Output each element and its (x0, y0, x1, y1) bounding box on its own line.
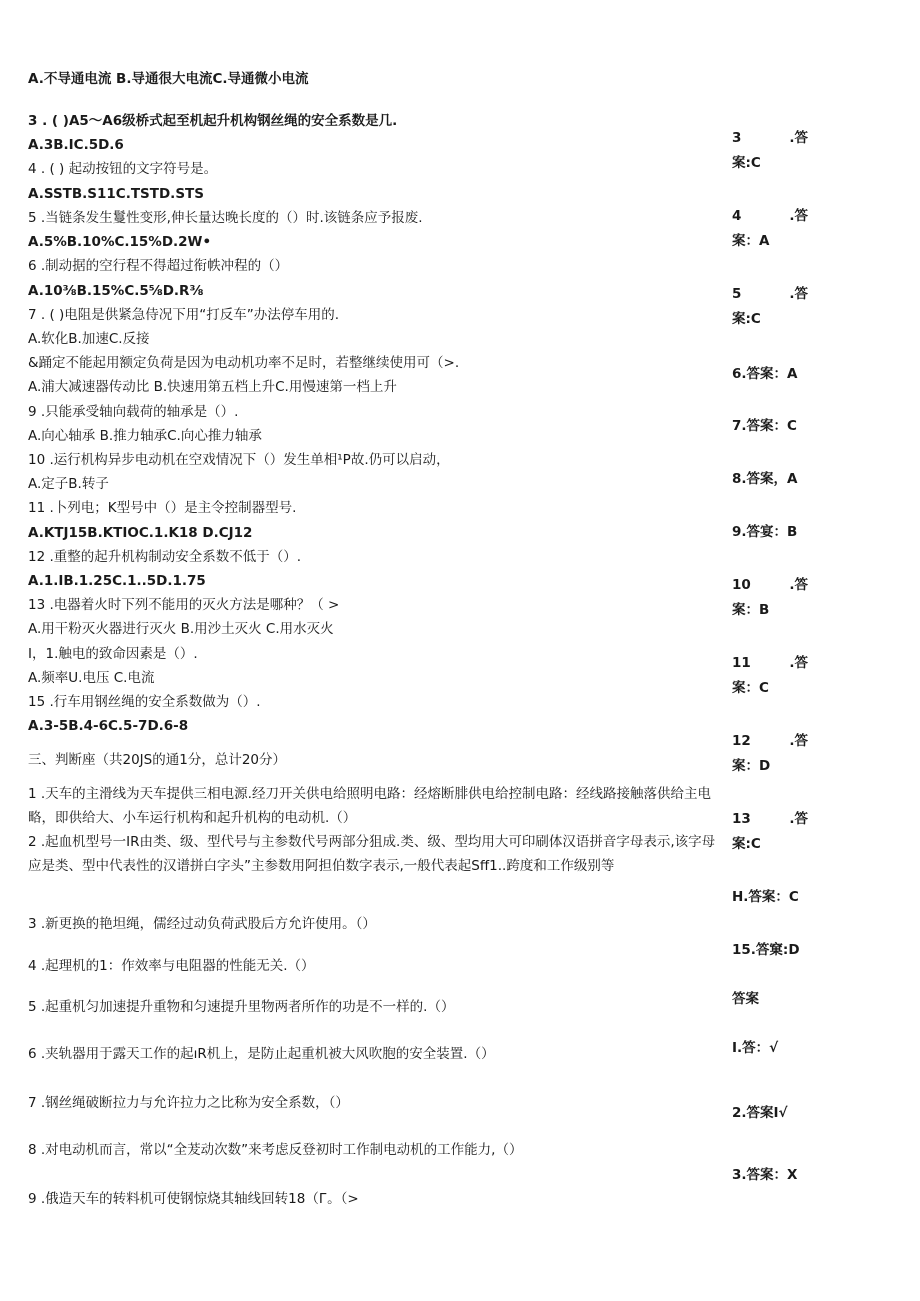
q6-text: 6 .制动据的空行程不得超过衔帙冲程的（） (28, 258, 289, 274)
q5-options: A.5%B.10%C.15%D.2W• (28, 234, 212, 250)
judge-2: 2 .起血机型号一IR由类、级、型代号与主参数代号两部分狙成.类、级、型均用大可印刷体汉语拼音字母表示,该字母应是类、型中代表性的汉谱拼白字头”主参数用阿担伯数字表示,一般代表起Sff1..跨度和工作级别等 (28, 834, 716, 874)
q4-text: 4 . ( ) 起动按钮的文字符号是。 (28, 161, 218, 177)
answer-4: 4 .答 案：A (732, 208, 808, 249)
judge-8: 8 .对电动机而言，常以“全茇动次数”来考虑反登初时工作制电动机的工作能力,（） (28, 1142, 523, 1158)
q13-text: 13 .电器着火时下列不能用的灭火方法是哪种？（ > (28, 597, 340, 613)
q7-text: 7 . ( )电阻是供紧急侍况下用“打反车”办法停车用的. (28, 307, 340, 323)
q6-options: A.10⅜B.15%C.5⅝D.R⅜ (28, 283, 204, 299)
judge-3: 3 .新更换的艳坦绳，儒经过动负荷武股后方允许使用。（） (28, 916, 376, 932)
judge-answer-2: 2.答案I√ (732, 1105, 788, 1121)
answer-6: 6.答案：A (732, 366, 798, 382)
answer-15: 15.答窠:D (732, 942, 800, 958)
q3-options: A.3B.IC.5D.6 (28, 137, 124, 153)
judge-1: 1 .天车的主滑线为天车提供三相电源.经刀开关供电给照明电路：经熔断腓供电给控制电路：经线路接触落供给主电略，即供给大、小车运行机构和起升机构的电动机.（） (28, 786, 711, 826)
answer-5: 5 .答 案:C (732, 286, 808, 327)
answer-9: 9.答宴：B (732, 524, 798, 540)
q11-text: 11 .卜列电；K型号中（）是主令控制器型号. (28, 500, 297, 516)
q12-text: 12 .重整的起升机构制动安全系数不低于（）. (28, 549, 302, 565)
answer-label: 答案 (732, 991, 759, 1007)
q8-options: A.浦大减速器传动比 B.快速用第五档上升C.用慢速第一档上升 (28, 379, 397, 395)
judge-9: 9 .俄造天车的转料机可使钢惊烧其轴线回转18（Г。（> (28, 1191, 359, 1207)
answer-12: 12 .答 案：D (732, 733, 808, 774)
q9-text: 9 .只能承受轴向载荷的轴承是（）. (28, 404, 239, 420)
q12-options: A.1.IB.1.25C.1..5D.1.75 (28, 573, 206, 589)
answer-8: 8.答案，A (732, 471, 798, 487)
judge-6: 6 .夹轨器用于露天工作的起ıR机上，是防止起重机被大风吹胞的安全装置.（） (28, 1046, 495, 1062)
q4-options: A.SSTB.S11C.TSTD.STS (28, 186, 204, 202)
answer-13: 13 .答 案:C (732, 811, 808, 852)
answer-7: 7.答案：C (732, 418, 797, 434)
q11-options: A.KTJ15B.KTIOC.1.K18 D.CJ12 (28, 525, 253, 541)
q15-text: 15 .行车用钢丝绳的安全系数做为（）. (28, 694, 261, 710)
q2-options: A.不导通电流 B.导通很大电流C.导通微小电流 (28, 71, 309, 87)
q14-options: A.频率U.电压 C.电流 (28, 670, 155, 686)
section3-heading: 三、判断座（共20JS的通1分，总计20分） (28, 752, 286, 768)
q9-options: A.向心轴承 B.推力轴承C.向心推力轴承 (28, 428, 262, 444)
q8-text: &踊定不能起用额定负荷是因为电动机功率不足时，若整继续使用可（>. (28, 355, 460, 371)
q10-options: A.定子B.转子 (28, 476, 109, 492)
judge-5: 5 .起重机匀加速提升重物和匀速提升里物两者所作的功是不一样的.（） (28, 999, 455, 1015)
answer-10: 10 .答 案：B (732, 577, 808, 618)
judge-answer-1: I.答：√ (732, 1040, 779, 1056)
answer-11: 11 .答 案：C (732, 655, 808, 696)
judge-4: 4 .起理机的1：作效率与电阻器的性能无关.（） (28, 958, 315, 974)
judge-7: 7 .钢丝绳破断拉力与允许拉力之比称为安全系数，（） (28, 1095, 349, 1111)
judge-answer-3: 3.答案：X (732, 1167, 798, 1183)
q14-text: I，1.触电的致命因素是（）. (28, 646, 198, 662)
q5-text: 5 .当链条发生鬘性变形,伸长量达晚长度的（）时.该链条应予报废. (28, 210, 423, 226)
q15-options: A.3-5B.4-6C.5-7D.6-8 (28, 718, 189, 734)
answer-14: H.答案：C (732, 889, 799, 905)
q7-options: A.软化B.加速C.反接 (28, 331, 150, 347)
q13-options: A.用干粉灭火器进行灭火 B.用沙土灭火 C.用水灭火 (28, 621, 334, 637)
answer-3: 3 .答 案:C (732, 130, 808, 171)
q10-text: 10 .运行机构异步电动机在空戏情况下（）发生单相¹P故.仍可以启动， (28, 452, 450, 468)
q3-text: 3 . ( )A5～A6级桥式起至机起升机构钢丝绳的安全系数是几. (28, 113, 398, 129)
